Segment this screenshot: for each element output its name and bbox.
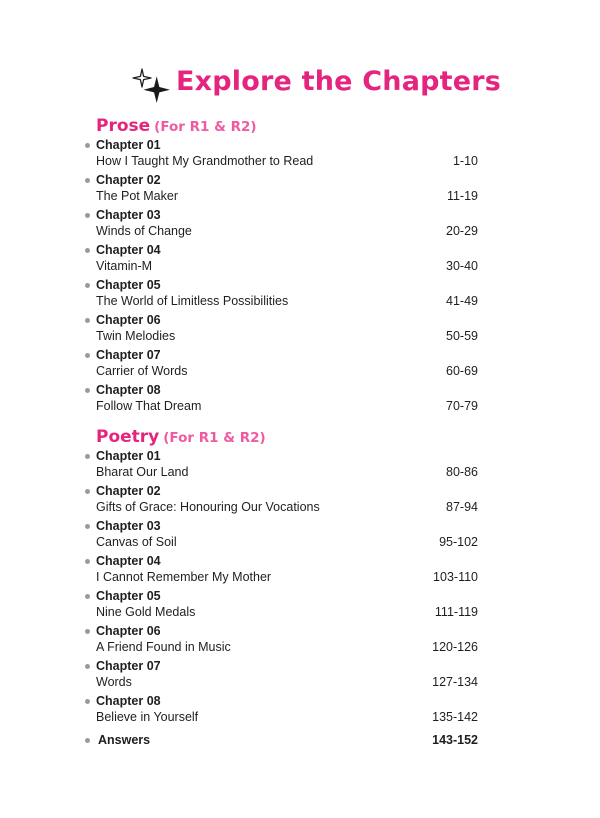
bullet-icon [85, 664, 90, 669]
chapter-title: Canvas of Soil [96, 535, 177, 549]
section-name: Poetry [96, 427, 160, 447]
bullet-icon [85, 489, 90, 494]
page-range: 103-110 [433, 570, 478, 584]
bullet-icon [85, 699, 90, 704]
toc-entry[interactable] [82, 348, 482, 383]
toc-entry[interactable] [82, 383, 482, 418]
chapter-title: Gifts of Grace: Honouring Our Vocations [96, 500, 320, 514]
toc-entry[interactable] [82, 278, 482, 313]
bullet-icon [85, 178, 90, 183]
bullet-icon [85, 629, 90, 634]
toc-entry[interactable] [82, 173, 482, 208]
toc-entry[interactable] [82, 519, 482, 554]
poetry-section [82, 427, 482, 729]
section-heading-prose [82, 116, 482, 138]
page-range: 127-134 [432, 675, 478, 689]
page-range: 60-69 [446, 364, 478, 378]
section-heading-poetry [82, 427, 482, 449]
chapter-number: Chapter 02 [96, 484, 161, 498]
chapter-title: I Cannot Remember My Mother [96, 570, 272, 584]
page-range: 11-19 [446, 189, 478, 203]
chapter-title: How I Taught My Grandmother to Read [96, 154, 314, 168]
bullet-icon [85, 388, 90, 393]
bullet-icon [85, 738, 90, 743]
chapter-number: Chapter 01 [96, 138, 161, 152]
chapter-number: Chapter 08 [96, 694, 161, 708]
sparkle-icon [132, 68, 172, 106]
chapter-title: Winds of Change [96, 224, 192, 238]
page-range: 30-40 [446, 259, 478, 273]
chapter-title: Twin Melodies [96, 329, 176, 343]
chapter-number: Chapter 04 [96, 243, 161, 257]
chapter-title: Bharat Our Land [96, 465, 189, 479]
chapter-number: Chapter 03 [96, 519, 161, 533]
toc-entry[interactable] [82, 589, 482, 624]
section-name: Prose [96, 116, 151, 136]
page-range: 95-102 [439, 535, 478, 549]
chapter-number: Chapter 05 [96, 278, 161, 292]
answers-label: Answers [98, 733, 151, 747]
bullet-icon [85, 213, 90, 218]
chapter-title: Carrier of Words [96, 364, 188, 378]
chapter-number: Chapter 02 [96, 173, 161, 187]
chapter-number: Chapter 07 [96, 348, 161, 362]
chapter-title: Believe in Yourself [96, 710, 199, 724]
bullet-icon [85, 594, 90, 599]
bullet-icon [85, 559, 90, 564]
bullet-icon [85, 143, 90, 148]
toc-entry[interactable] [82, 243, 482, 278]
page-range: 87-94 [446, 500, 478, 514]
toc-entry[interactable] [82, 694, 482, 729]
chapter-number: Chapter 01 [96, 449, 161, 463]
page-title: Explore the Chapters [176, 66, 502, 97]
section-note: (For R1 & R2) [163, 430, 266, 446]
bullet-icon [85, 454, 90, 459]
page-range: 1-10 [452, 154, 478, 168]
chapter-number: Chapter 06 [96, 313, 161, 327]
page-range: 70-79 [446, 399, 478, 413]
page-range: 20-29 [446, 224, 478, 238]
bullet-icon [85, 248, 90, 253]
chapter-title: Follow That Dream [96, 399, 202, 413]
bullet-icon [85, 318, 90, 323]
chapter-number: Chapter 03 [96, 208, 161, 222]
prose-section [82, 116, 482, 418]
toc-entry[interactable] [82, 138, 482, 173]
chapter-title: Words [96, 675, 132, 689]
toc-entry[interactable] [82, 624, 482, 659]
chapter-number: Chapter 04 [96, 554, 161, 568]
page-range: 135-142 [432, 710, 478, 724]
title-block [0, 64, 600, 110]
toc-entry[interactable] [82, 313, 482, 348]
toc-entry[interactable] [82, 484, 482, 519]
chapter-number: Chapter 06 [96, 624, 161, 638]
page-range: 120-126 [432, 640, 478, 654]
bullet-icon [85, 283, 90, 288]
page-range: 80-86 [446, 465, 478, 479]
chapter-number: Chapter 05 [96, 589, 161, 603]
chapter-title: The Pot Maker [96, 189, 178, 203]
answers-entry[interactable] [82, 733, 482, 751]
chapter-title: Nine Gold Medals [96, 605, 196, 619]
section-note: (For R1 & R2) [154, 119, 257, 135]
chapter-title: The World of Limitless Possibilities [96, 294, 289, 308]
toc-entry[interactable] [82, 208, 482, 243]
bullet-icon [85, 353, 90, 358]
chapter-title: Vitamin-M [96, 259, 153, 273]
toc-entry[interactable] [82, 554, 482, 589]
page-range: 143-152 [432, 733, 478, 747]
page-range: 111-119 [434, 605, 478, 619]
toc-entry[interactable] [82, 659, 482, 694]
chapter-number: Chapter 08 [96, 383, 161, 397]
chapter-title: A Friend Found in Music [96, 640, 231, 654]
toc-entry[interactable] [82, 449, 482, 484]
page-range: 50-59 [446, 329, 478, 343]
page-range: 41-49 [446, 294, 478, 308]
bullet-icon [85, 524, 90, 529]
chapter-number: Chapter 07 [96, 659, 161, 673]
